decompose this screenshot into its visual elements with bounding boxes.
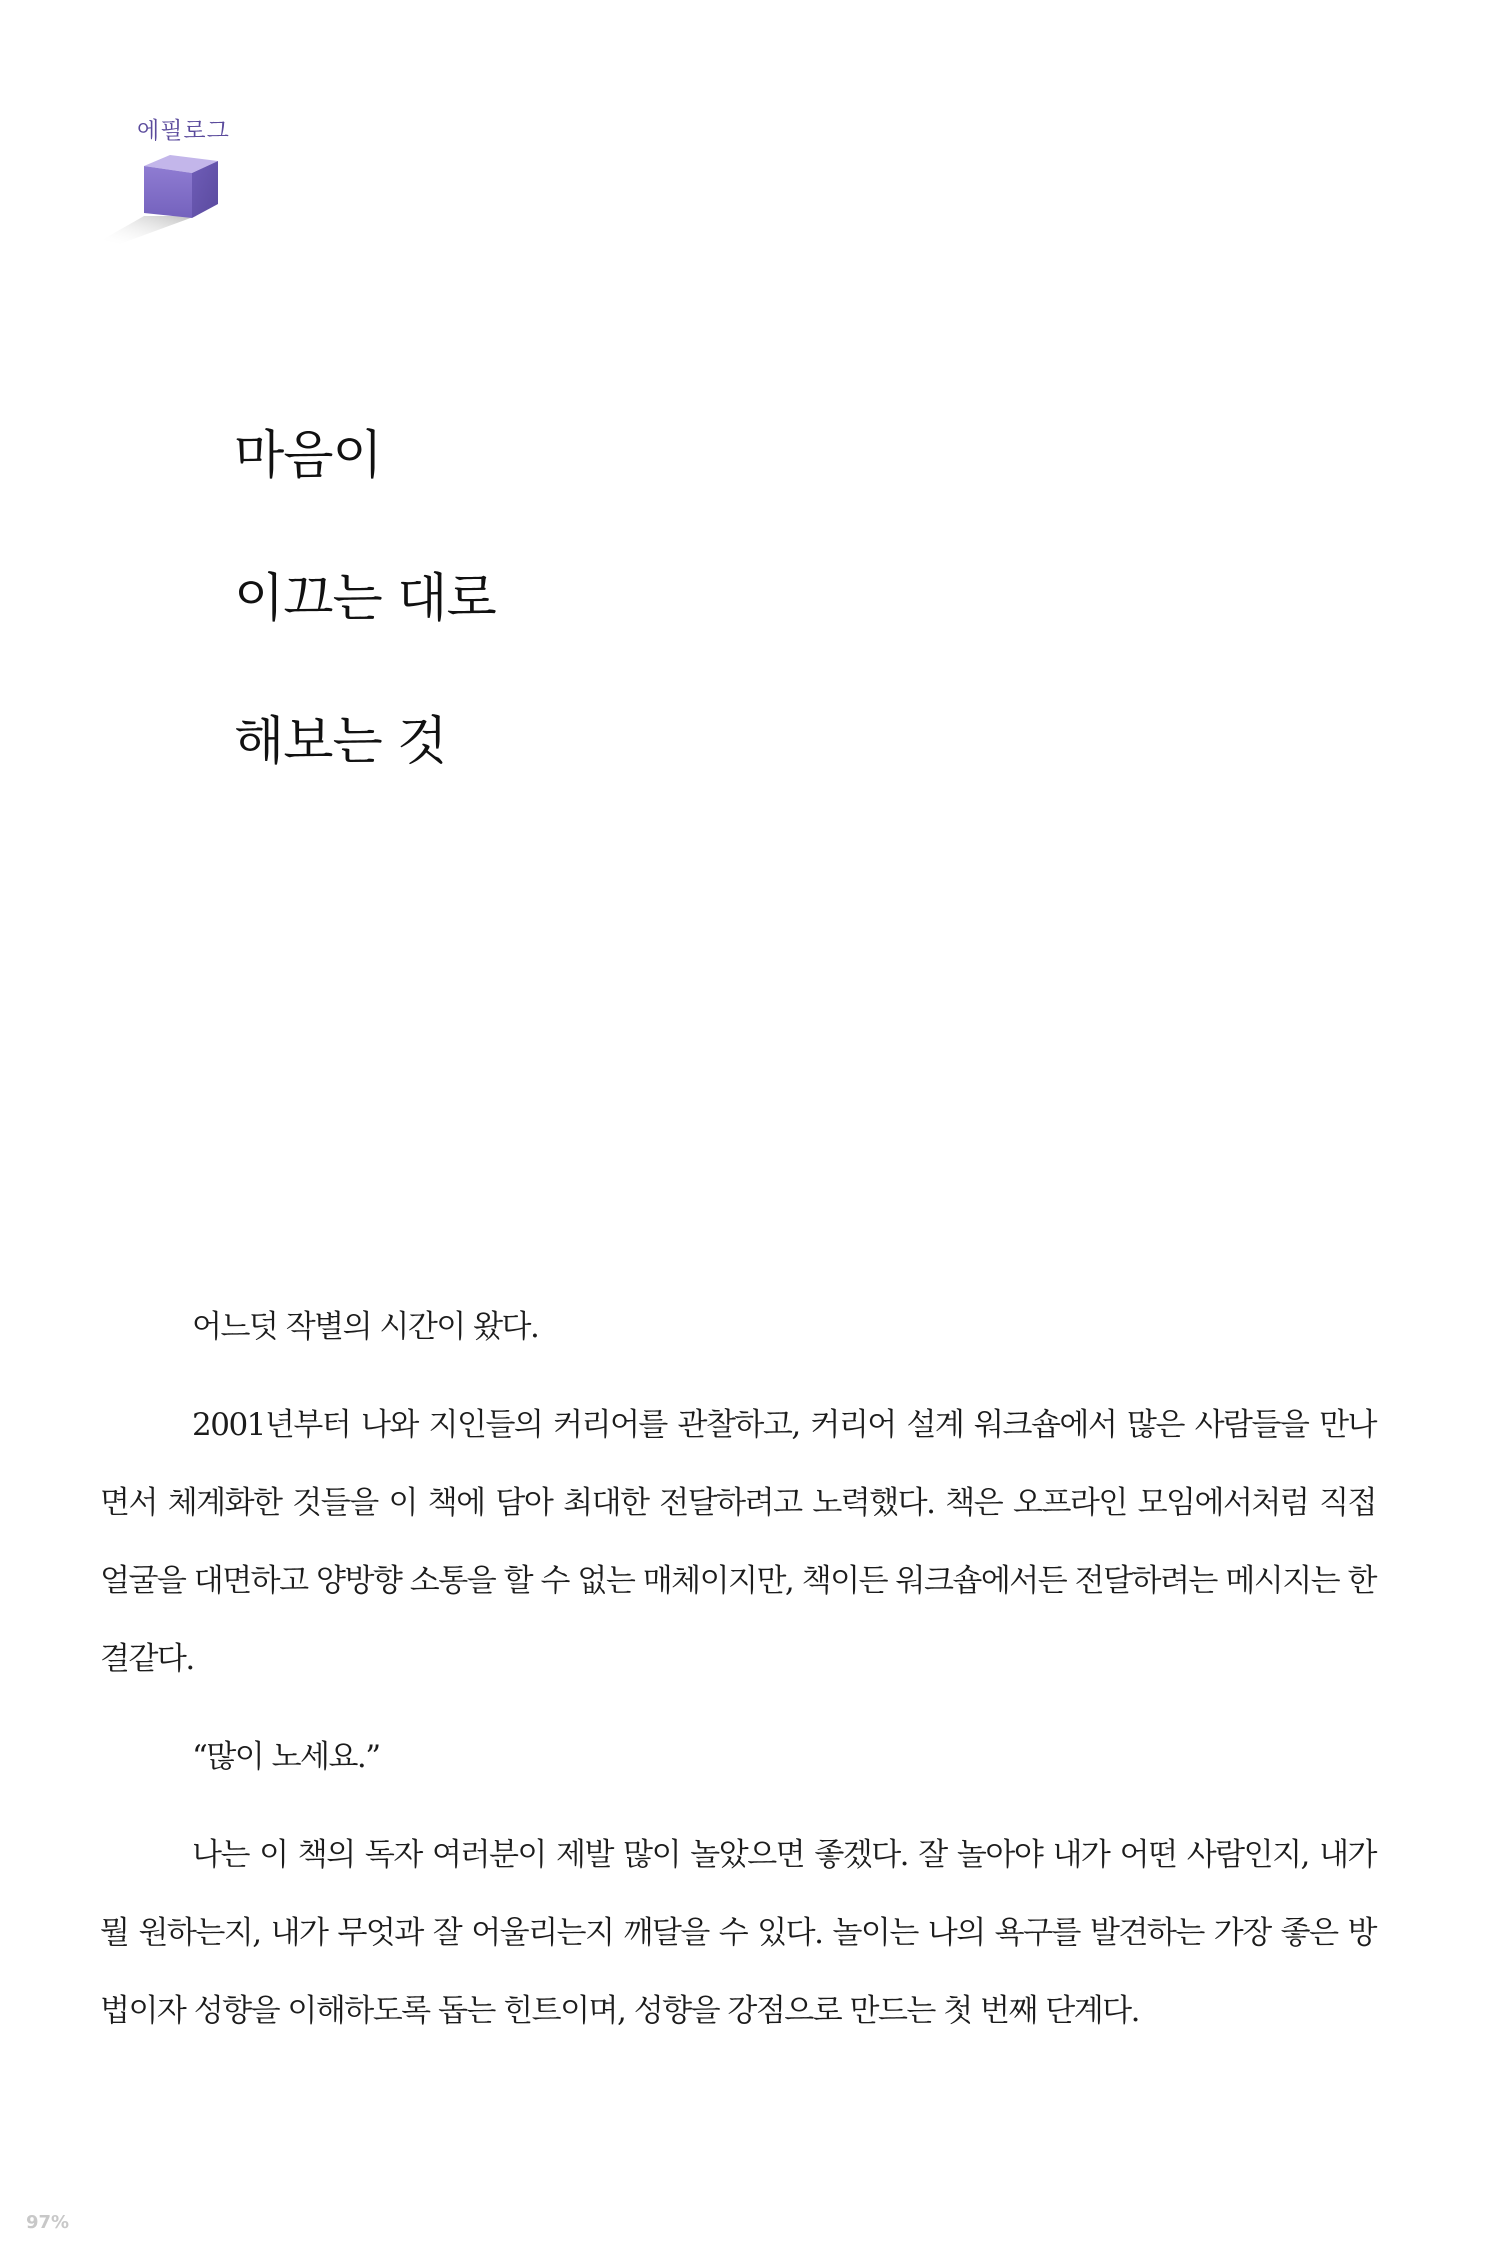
paragraph-1: 어느덧 작별의 시간이 왔다. [192,1309,539,1345]
cube-front [144,166,192,218]
paragraph-3: “많이 노세요.” [192,1739,380,1775]
reading-progress: 97% [26,2212,70,2233]
cube-shadow [102,216,196,244]
paragraph-2: 2001년부터 나와 지인들의 커리어를 관찰하고, 커리어 설계 워크숍에서 많은 사람들을 만나면서 체계화한 것들을 이 책에 담아 최대한 전달하려고 노력했다. 책은 오프라인 모임에서처럼 직접 얼굴을 대면하고 양방향 소통을 할 수 없는 매체이지만, 책이든 워크숍에서든 전달하려는 메시지는 한결같다. [100,1407,1376,1677]
title-line-2: 이끄는 대로 [234,569,496,629]
section-label: 에필로그 [137,118,230,144]
title-line-1: 마음이 [234,426,382,486]
body-text [100,1288,1376,2070]
epilogue-title [234,426,496,859]
title-line-3: 해보는 것 [234,712,447,772]
cube-icon [96,148,226,248]
paragraph-4: 나는 이 책의 독자 여러분이 제발 많이 놀았으면 좋겠다. 잘 놀아야 내가 어떤 사람인지, 내가 뭘 원하는지, 내가 무엇과 잘 어울리는지 깨달을 수 있다. 놀이는 나의 욕구를 발견하는 가장 좋은 방법이자 성향을 이해하도록 돕는 힌트이며, 성향을 강점으로 만드는 첫 번째 단계다. [100,1837,1376,2029]
